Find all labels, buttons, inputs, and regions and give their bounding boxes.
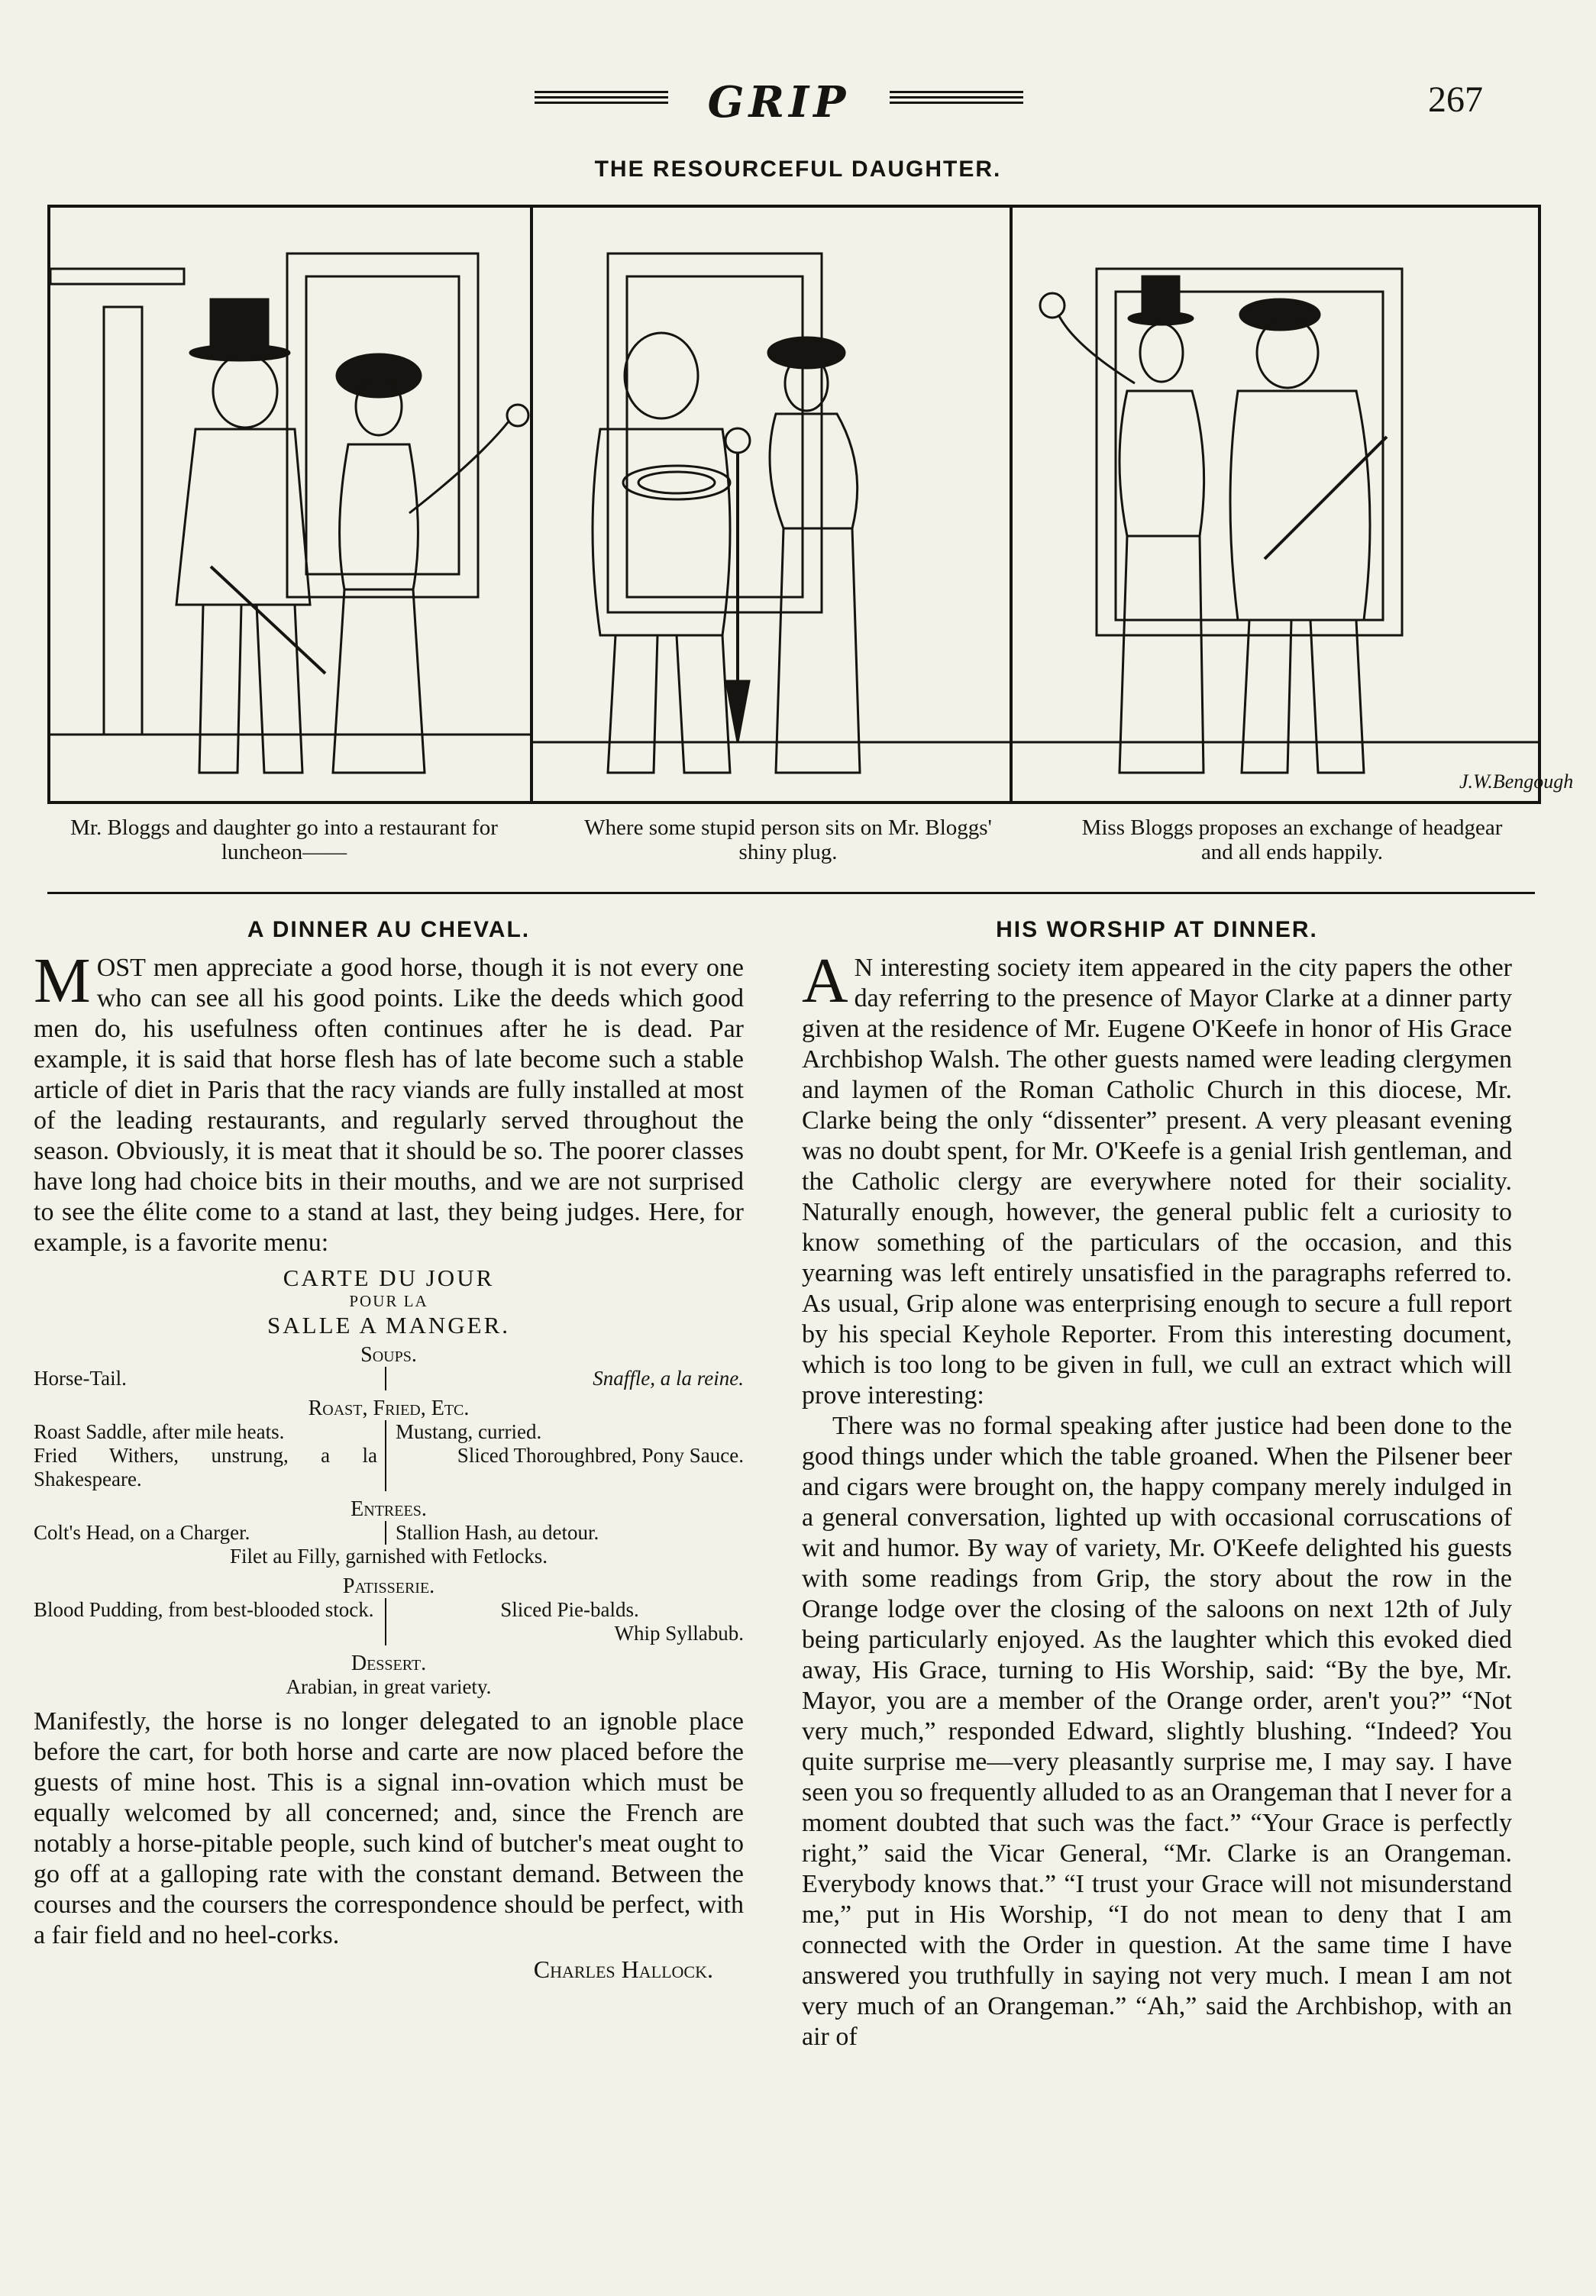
menu-item: Colt's Head, on a Charger. <box>34 1521 386 1545</box>
comic-title: THE RESOURCEFUL DAUGHTER. <box>594 157 1002 182</box>
menu-row <box>34 1521 744 1545</box>
menu-row <box>34 1367 744 1390</box>
article-headline: HIS WORSHIP AT DINNER. <box>996 917 1318 942</box>
masthead <box>0 73 1596 134</box>
article-signature: Charles Hallock. <box>533 1955 713 1983</box>
menu-item: Horse-Tail. <box>34 1367 386 1390</box>
article-headline: A DINNER AU CHEVAL. <box>247 917 531 942</box>
paragraph-text: OST men appreciate a good horse, though it is not every one who can see all his good points. Like the deeds which good men do, his usefulness often continues after he is dead. Par example, it is said that horse flesh has of late become such a stable article of diet in Paris that the racy viands are fully installed at most of the leading restaurants, and regularly served throughout the season. Obviously, it is meat that it should be so. The poorer classes have long had choice bits in their mouths, and we are not surprised to see the élite come to a stand at last, they being judges. Here, for example, is a favorite menu: <box>34 954 744 1257</box>
article-paragraph-1 <box>802 945 1512 1411</box>
article-dinner-au-cheval <box>34 915 744 1984</box>
article-his-worship-at-dinner <box>802 915 1512 2052</box>
menu-row <box>34 1598 744 1645</box>
menu-item: Blood Pudding, from best-blooded stock. <box>34 1598 386 1645</box>
caption-panel-2: Where some stupid person sits on Mr. Bloggs' shiny plug. <box>584 815 992 864</box>
article-paragraph-2: There was no formal speaking after justice had been done to the good things under which the table groaned. When the Pilsener beer and cigars were brought on, the happy company merely indulged in a general conversation, lighted up with occasional corruscations of wit and humor. By way of variety, Mr. O'Keefe delighted his guests with some readings from Grip, the story about the row in the Orange lodge over the closing of the saloons on next 12th of July being particularly enjoyed. As the laughter which this evoked died away, His Grace, turning to His Worship, said: “By the bye, Mr. Mayor, you are a member of the Orange order, aren't you?” “Not very much,” responded Edward, slightly blushing. “Indeed? You quite surprise me—very pleasantly surprise me, I may say. I have seen you so frequently alluded to as an Orangeman that I never for a moment doubted that such was the fact.” “Your Grace is perfectly right,” said the Vicar General, “Mr. Clarke is an Orangeman. Everybody knows that.” “I trust your Grace will not misunderstand me,” put in His Worship, “I do not mean to deny that I am connected with the Order in question. At the same time I have answered you truthfully in saying not very much. I mean I am not very much of an Orangeman.” “Ah,” said the Archbishop, with an air of <box>802 1412 1512 2051</box>
menu-item: Mustang, curried. <box>396 1420 542 1443</box>
menu-item: Snaffle, a la reine. <box>593 1367 744 1390</box>
menu-item: Whip Syllabub. <box>614 1622 744 1645</box>
caption-panel-1: Mr. Bloggs and daughter go into a restaurant for luncheon—— <box>70 815 498 864</box>
menu-row <box>34 1420 744 1491</box>
menu-item: Arabian, in great variety. <box>286 1675 492 1698</box>
menu-heading-roast: Roast, Fried, Etc. <box>308 1397 470 1420</box>
menu-item: Sliced Pie-balds. <box>500 1598 639 1621</box>
menu-title: CARTE DU JOUR <box>283 1264 495 1291</box>
menu-heading-soups: Soups. <box>360 1343 417 1367</box>
menu-item: Filet au Filly, garnished with Fetlocks. <box>230 1545 548 1568</box>
menu-pour-la: POUR LA <box>349 1292 428 1310</box>
masthead-rule-right <box>890 91 1023 109</box>
caption-panel-3: Miss Bloggs proposes an exchange of headgear and all ends happily. <box>1081 815 1503 864</box>
masthead-rule-left <box>535 91 668 109</box>
menu-card <box>34 1266 744 1699</box>
drop-cap: M <box>34 945 91 1016</box>
menu-item: Fried Withers, unstrung, a la Shakespeare. <box>34 1444 377 1490</box>
comic-captions <box>47 815 1535 884</box>
comic-illustration <box>50 208 1574 801</box>
artist-signature: J.W.Bengough <box>1459 770 1574 793</box>
article-paragraph-2: Manifestly, the horse is no longer delegated to an ignoble place before the cart, for both horse and carte are now placed before the guests of mine host. This is a signal inn-ovation which must be equally welcomed by all concerned; and, since the French are notably a horse-pitable people, such kind of butcher's meat ought to go off at a galloping rate with the constant demand. Between the courses and the coursers the correspondence should be perfect, with a fair field and no heel-corks. <box>34 1707 744 1949</box>
section-divider <box>47 892 1535 894</box>
page-number: 267 <box>1428 79 1483 120</box>
menu-heading-dessert: Dessert. <box>351 1652 427 1675</box>
drop-cap: A <box>802 945 848 1016</box>
comic-strip <box>47 205 1574 804</box>
menu-heading-patisserie: Patisserie. <box>342 1574 435 1598</box>
paragraph-text: N interesting society item appeared in the city papers the other day referring to the presence of Mayor Clarke at a dinner party given at the residence of Mr. Eugene O'Keefe in honor of His Grace Archbishop Walsh. The other guests named were leading clergymen and laymen of the Roman Catholic Church in this diocese, Mr. Clarke being the only “dissenter” present. A very pleasant evening was no doubt spent, for Mr. O'Keefe is a genial Irish gentleman, and the Catholic clergy are everywhere noted for their sociality. Naturally enough, however, the general public felt a curiosity to know something of the particulars of the occasion, and this yearning was left entirely unsatisfied in the paragraphs referred to. As usual, Grip alone was enterprising enough to secure a full report by his special Keyhole Reporter. From this interesting document, which is too long to be given in full, we cull an extract which will prove interesting: <box>802 954 1512 1410</box>
menu-item: Sliced Thoroughbred, Pony Sauce. <box>457 1444 744 1467</box>
menu-heading-entrees: Entrees. <box>351 1497 427 1521</box>
article-paragraph-1 <box>34 945 744 1258</box>
menu-subtitle: SALLE A MANGER. <box>267 1312 510 1339</box>
menu-item: Stallion Hash, au detour. <box>396 1521 599 1544</box>
menu-item: Roast Saddle, after mile heats. <box>34 1420 285 1443</box>
journal-title: GRIP <box>707 77 851 128</box>
